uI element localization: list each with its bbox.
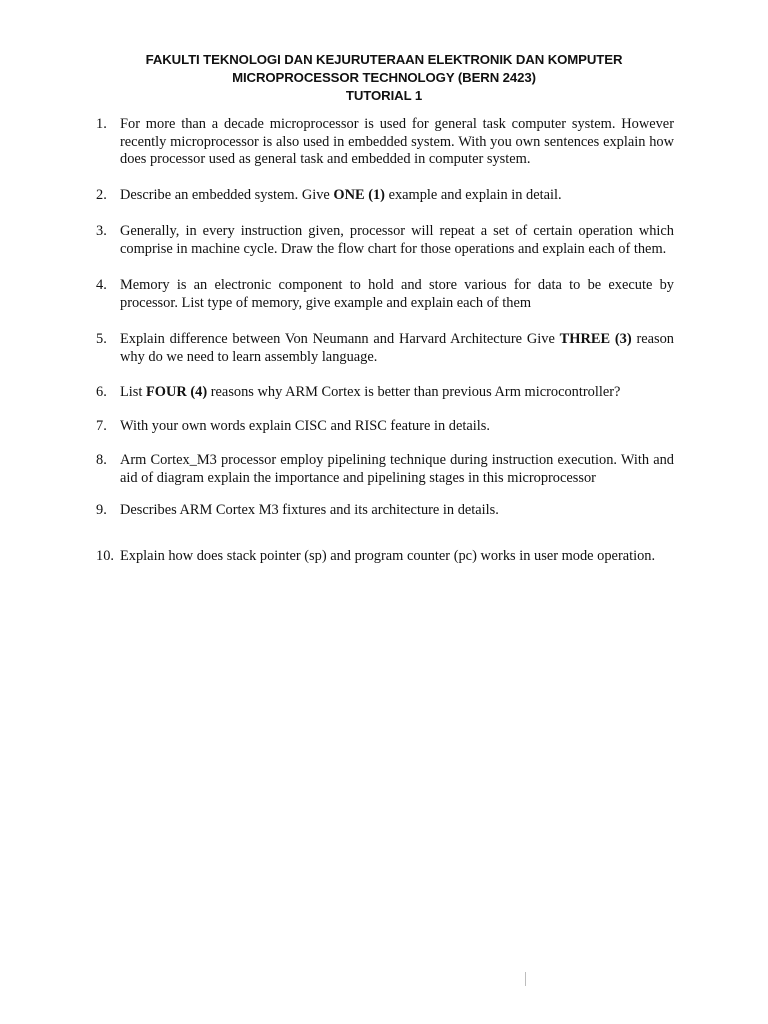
question-number: 3. bbox=[96, 223, 107, 239]
question-number: 5. bbox=[96, 331, 107, 347]
question-text: Memory is an electronic component to hold and store various for data to be execute by processor. List type of memory, give example and explain each of them bbox=[120, 277, 674, 311]
question-3 bbox=[96, 223, 674, 258]
question-1 bbox=[96, 116, 674, 169]
question-text-part: Describe an embedded system. Give bbox=[120, 187, 334, 203]
question-6 bbox=[96, 384, 674, 402]
question-text bbox=[120, 384, 674, 402]
course-title: MICROPROCESSOR TECHNOLOGY (BERN 2423) bbox=[232, 70, 536, 85]
question-10 bbox=[96, 548, 674, 566]
question-text-part: List bbox=[120, 384, 146, 400]
question-text-part: example and explain in detail. bbox=[384, 187, 562, 203]
page-number-marker bbox=[525, 972, 526, 986]
question-text: For more than a decade microprocessor is used for general task computer system. However recently microprocessor is also used in embedded system. With you own sentences explain how does processor used as general task and embedded in computer system. bbox=[120, 116, 674, 168]
question-number: 6. bbox=[96, 384, 107, 400]
question-number: 1. bbox=[96, 116, 107, 132]
question-text-emphasis: ONE (1) bbox=[333, 187, 385, 203]
question-text: Arm Cortex_M3 processor employ pipelining technique during instruction execution. With and aid of diagram explain the importance and pipelining stages in this microprocessor bbox=[120, 452, 674, 486]
question-text-part: reason why do we need to learn assembly language. bbox=[120, 331, 675, 365]
question-text: Describes ARM Cortex M3 fixtures and its architecture in details. bbox=[120, 502, 499, 518]
question-text: Generally, in every instruction given, processor will repeat a set of certain operation which comprise in machine cycle. Draw the flow chart for those operations and explain each of them. bbox=[120, 223, 674, 257]
faculty-title: FAKULTI TEKNOLOGI DAN KEJURUTERAAN ELEKTRONIK DAN KOMPUTER bbox=[145, 52, 623, 67]
question-7 bbox=[96, 418, 674, 436]
tutorial-title: TUTORIAL 1 bbox=[345, 88, 423, 103]
question-8 bbox=[96, 452, 674, 487]
question-number: 8. bbox=[96, 452, 107, 468]
question-text: Explain how does stack pointer (sp) and program counter (pc) works in user mode operation. bbox=[120, 548, 656, 564]
question-text-part: Explain difference between Von Neumann and Harvard Architecture Give bbox=[120, 331, 560, 347]
question-5 bbox=[96, 331, 674, 366]
question-text-part: reasons why ARM Cortex is better than previous Arm microcontroller? bbox=[207, 384, 621, 400]
question-text-emphasis: FOUR (4) bbox=[146, 384, 208, 400]
question-number: 7. bbox=[96, 418, 107, 434]
question-2 bbox=[96, 187, 674, 205]
question-4 bbox=[96, 277, 674, 312]
question-text bbox=[120, 187, 674, 205]
question-number: 4. bbox=[96, 277, 107, 293]
question-text: With your own words explain CISC and RISC feature in details. bbox=[120, 418, 490, 434]
question-text bbox=[120, 331, 674, 366]
question-number: 2. bbox=[96, 187, 107, 203]
question-text-emphasis: THREE (3) bbox=[559, 331, 632, 347]
question-number: 9. bbox=[96, 502, 107, 518]
document-header bbox=[0, 51, 768, 105]
question-9 bbox=[96, 502, 674, 520]
question-number: 10. bbox=[96, 548, 114, 564]
